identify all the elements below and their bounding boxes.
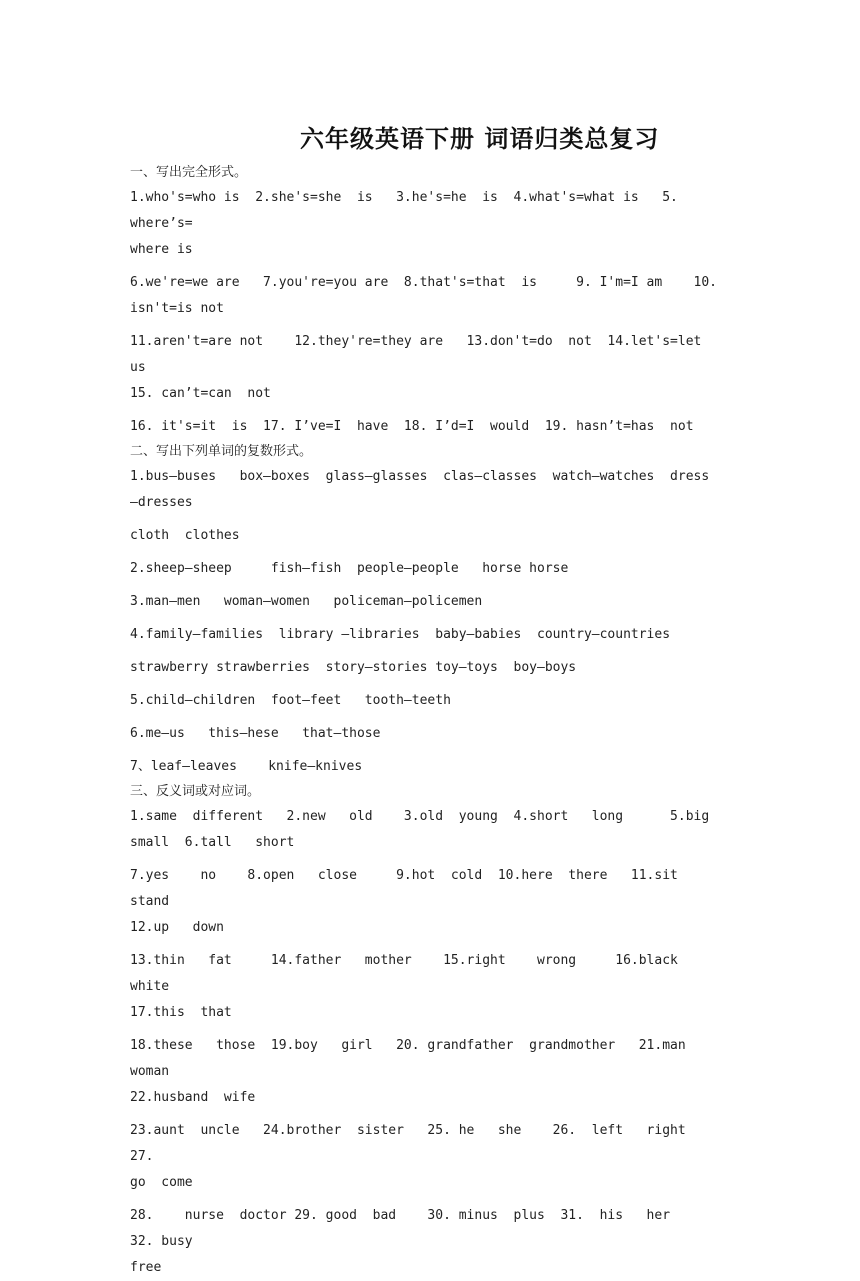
- section-2-paragraph: 6.me—us this—hese that—those: [130, 726, 381, 741]
- section-3-paragraph: 1.same different 2.new old 3.old young 4.short long 5.big small 6.tall short: [130, 809, 710, 850]
- section-3-paragraph: 28. nurse doctor 29. good bad 30. minus plus 31. his her 32. busy free: [130, 1208, 671, 1275]
- section-2-paragraph: cloth clothes: [130, 528, 240, 543]
- document-title: 六年级英语下册 词语归类总复习: [300, 124, 660, 153]
- document-body: [130, 161, 732, 1281]
- section-1-paragraph: 16. it's=it is 17. I’ve=I have 18. I’d=I would 19. hasn’t=has not: [130, 419, 694, 434]
- section-heading-3: 三、反义词或对应词。: [130, 784, 261, 799]
- section-heading-2: 二、写出下列单词的复数形式。: [130, 444, 313, 459]
- section-2-paragraph: 4.family—families library —libraries baby—babies country—countries: [130, 627, 671, 642]
- section-2-paragraph: 2.sheep—sheep fish—fish people—people horse horse: [130, 561, 569, 576]
- section-2-paragraph: 7、leaf—leaves knife—knives: [130, 759, 363, 774]
- section-1-paragraph: 6.we're=we are 7.you're=you are 8.that's=that is 9. I'm=I am 10. isn't=is not: [130, 275, 717, 316]
- section-3-paragraph: 23.aunt uncle 24.brother sister 25. he she 26. left right 27. go come: [130, 1123, 686, 1190]
- section-2-paragraph: 5.child—children foot—feet tooth—teeth: [130, 693, 451, 708]
- section-2-paragraph: 1.bus—buses box—boxes glass—glasses clas—classes watch—watches dress —dresses: [130, 469, 710, 510]
- section-heading-1: 一、写出完全形式。: [130, 165, 248, 180]
- section-2-paragraph: 3.man—men woman—women policeman—policemen: [130, 594, 483, 609]
- section-3-paragraph: 7.yes no 8.open close 9.hot cold 10.here there 11.sit stand 12.up down: [130, 868, 678, 935]
- section-1-paragraph: 1.who's=who is 2.she's=she is 3.he's=he is 4.what's=what is 5. where’s= where is: [130, 190, 678, 257]
- section-2-paragraph: strawberry strawberries story—stories toy—toys boy—boys: [130, 660, 577, 675]
- section-3-paragraph: 13.thin fat 14.father mother 15.right wrong 16.black white 17.this that: [130, 953, 678, 1020]
- section-1-paragraph: 11.aren't=are not 12.they're=they are 13.don't=do not 14.let's=let us 15. can’t=can not: [130, 334, 702, 401]
- section-3-paragraph: 18.these those 19.boy girl 20. grandfather grandmother 21.man woman 22.husband wife: [130, 1038, 686, 1105]
